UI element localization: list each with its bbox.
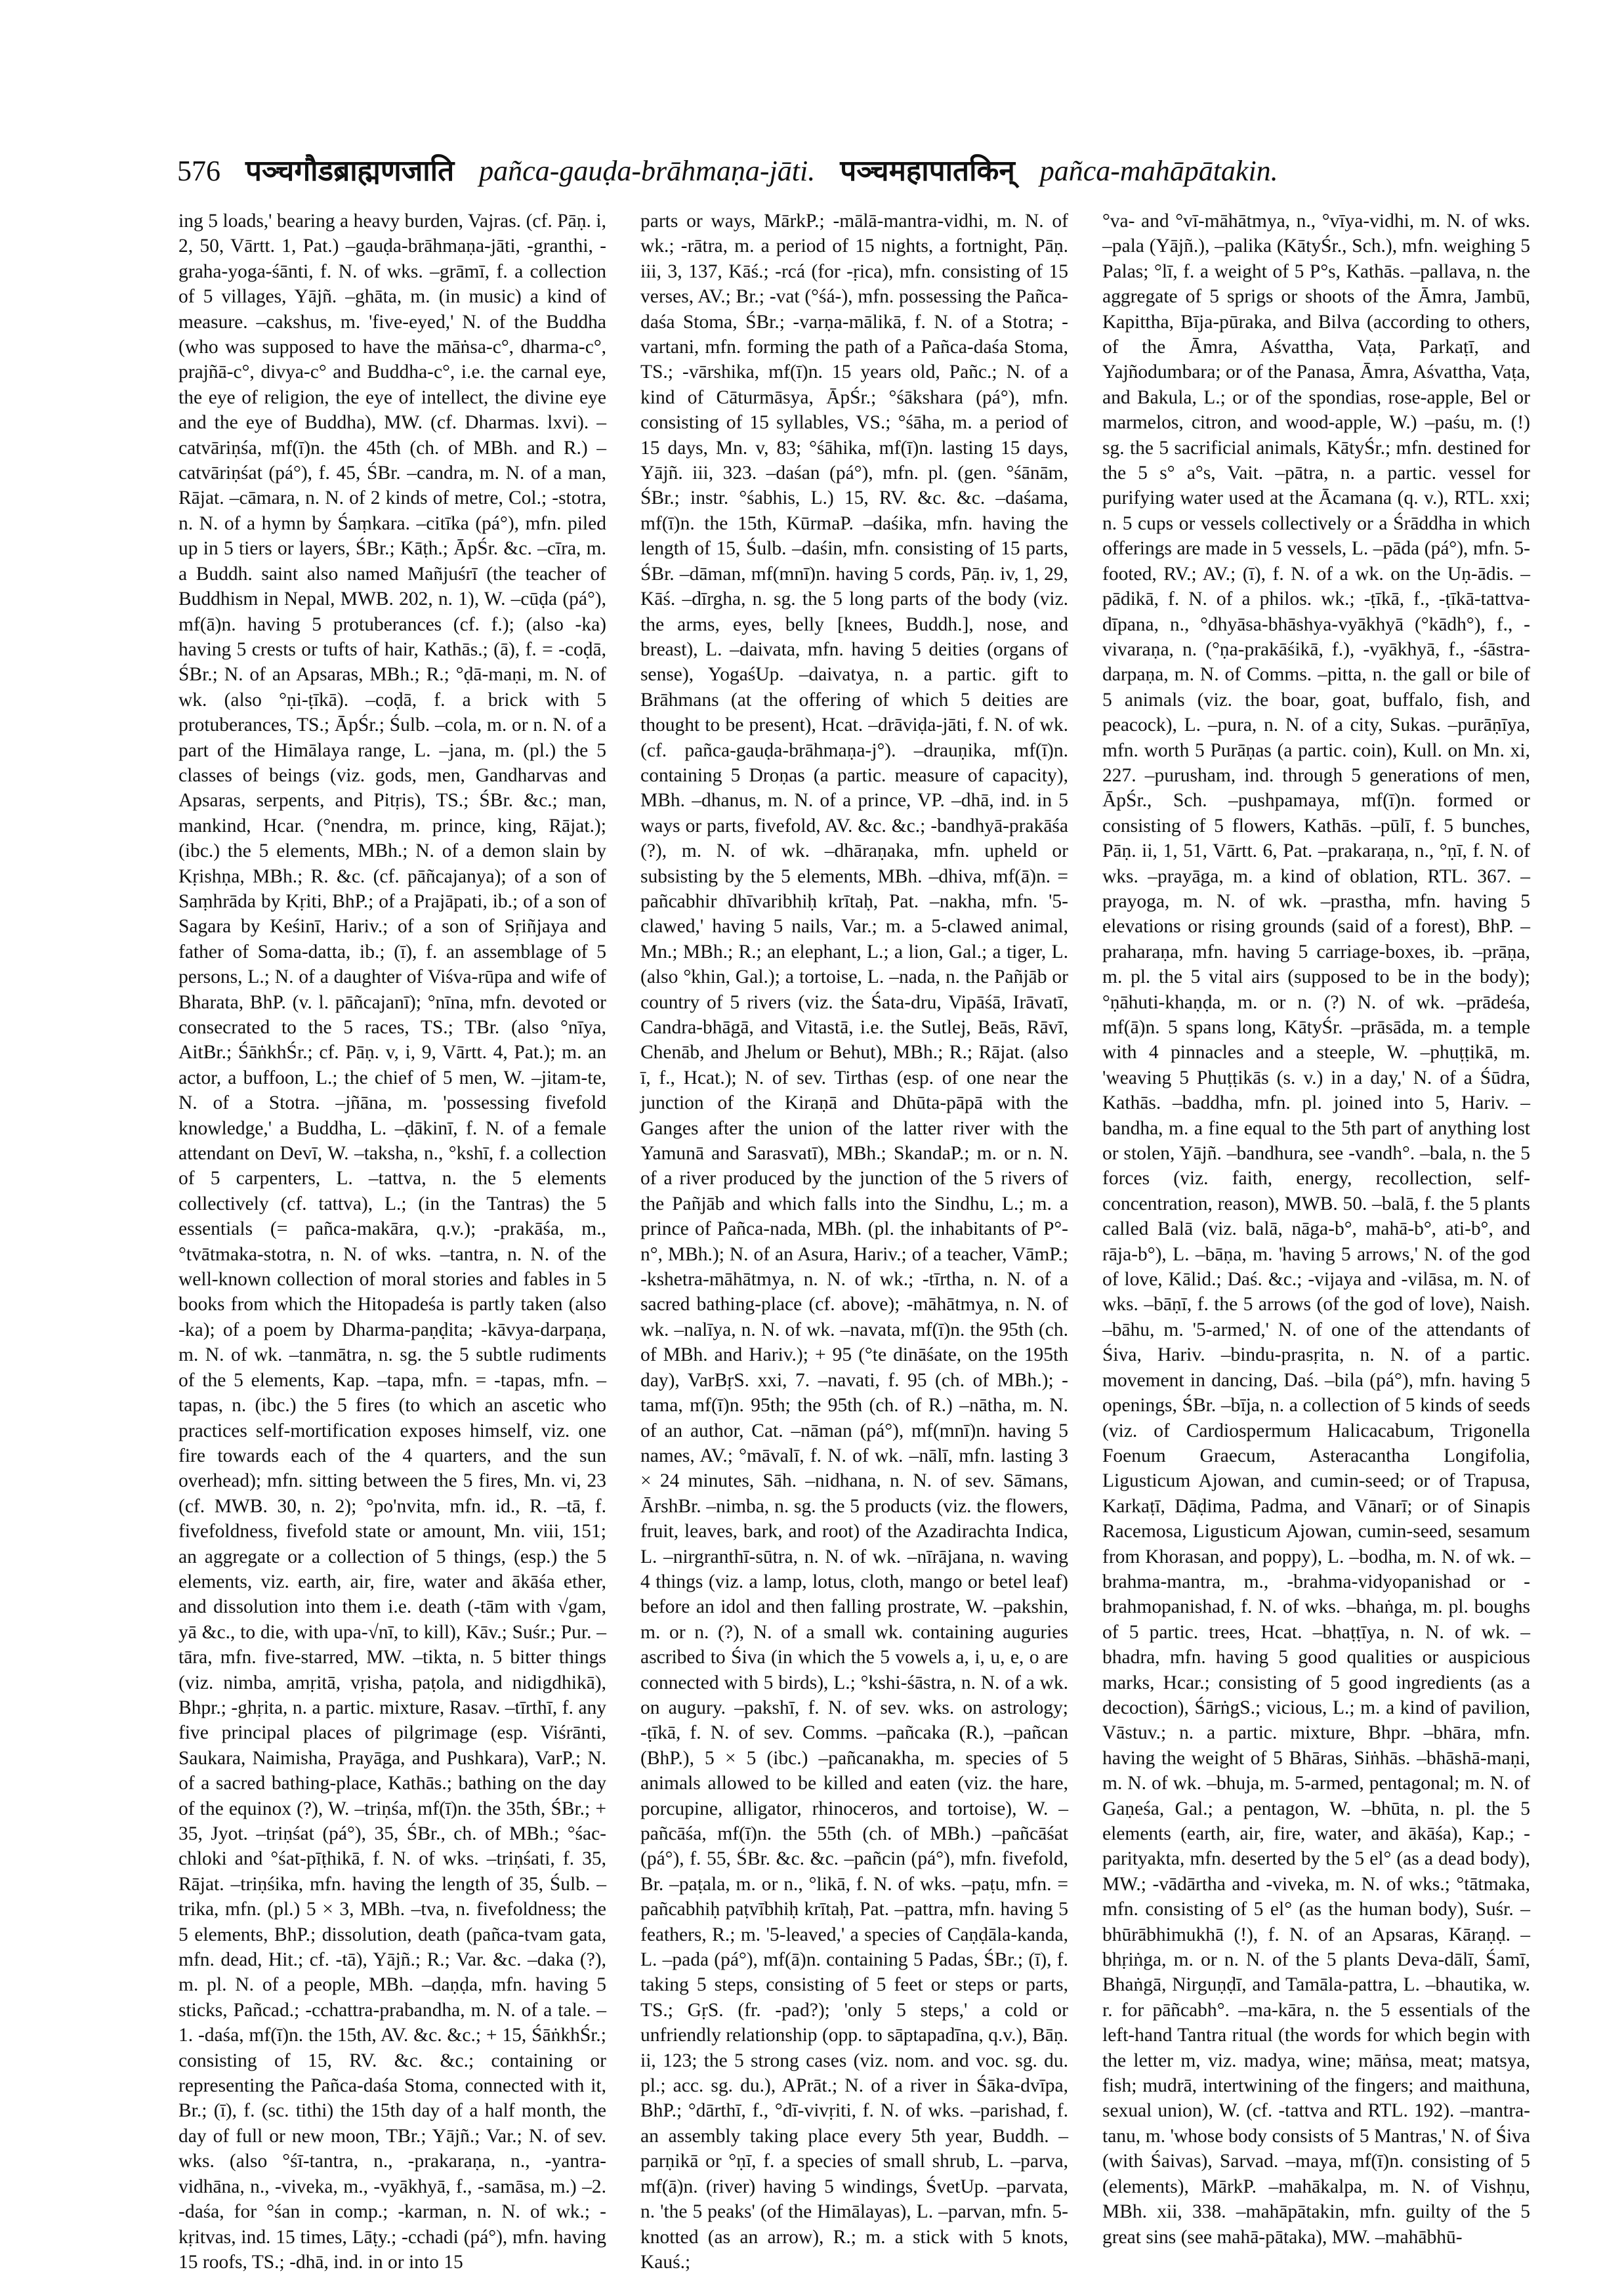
column-left-text: ing 5 loads,' bearing a heavy burden, Vajras. (cf. Pāṇ. i, 2, 50, Vārtt. 1, Pat.) –gauḍa-brāhmaṇa-jāti, -granthi, -graha-yoga-śānti, f. N. of wks. –grāmī, f. a collection of 5 villages, Yājñ. –ghāta, m. (in music) a kind of measure. –cakshus, m. 'five-eyed,' N. of the Buddha (who was supposed to have the māṅsa-c°, dharma-c°, prajñā-c°, divya-c° and Buddha-c°, i.e. the carnal eye, the eye of religion, the eye of intellect, the divine eye and the eye of Buddha), MW. (cf. Dharmas. lxvi). –catvāriṇśa, mf(ī)n. the 45th (ch. of MBh. and R.) –catvāriṇśat (pá°), f. 45, ŚBr. –candra, m. N. of a man, Rājat. –cāmara, n. N. of 2 kinds of metre, Col.; -stotra, n. N. of a hymn by Śaṃkara. –citīka (pá°), mfn. piled up in 5 tiers or layers, ŚBr.; Kāṭh.; ĀpŚr. &c. –cīra, m. a Buddh. saint also named Mañjuśrī (the teacher of Buddhism in Nepal, MWB. 202, n. 1), W. –cūḍa (pá°), mf(ā)n. having 5 protuberances (cf. f.); (also -ka) having 5 crests or tufts of hair, Kathās.; (ā), f. = -coḍā, ŚBr.; N. of an Apsaras, MBh.; R.; °ḍā-maṇi, m. N. of wk. (also °ṇi-ṭīkā). –coḍā, f. a brick with 5 protuberances, TS.; ĀpŚr.; Śulb. –cola, m. or n. N. of a part of the Himālaya range, L. –jana, m. (pl.) the 5 classes of beings (viz. gods, men, Gandharvas and Apsaras, serpents, and Pitṛis), TS.; ŚBr. &c.; man, mankind, Hcar. (°nendra, m. prince, king, Rājat.); (ibc.) the 5 elements, MBh.; N. of a demon slain by Kṛishṇa, MBh.; R. &c. (cf. pāñcajanya); of a son of Saṃhrāda by Kṛiti, BhP.; of a Prajāpati, ib.; of a son of Sagara by Keśinī, Hariv.; of a son of Sṛiñjaya and father of Soma-datta, ib.; (ī), f. an assemblage of 5 persons, L.; N. of a daughter of Viśva-rūpa and wife of Bharata, BhP. (v. l. pāñcajanī); °nīna, mfn. devoted or consecrated to the 5 races, TS.; TBr. (also °nīya, AitBr.; ŚāṅkhŚr.; cf. Pāṇ. v, i, 9, Vārtt. 4, Pat.); m. an actor, a buffoon, L.; the chief of 5 men, W. –jitam-te, N. of a Stotra. –jñāna, m. 'possessing fivefold knowledge,' a Buddha, L. –ḍākinī, f. N. of a female attendant on Devī, W. –taksha, n., °kshī, f. a collection of 5 carpenters, L. –tattva, n. the 5 elements collectively (cf. tattva), L.; (in the Tantras) the 5 essentials (= pañca-makāra, q.v.); -prakāśa, m., °tvātmaka-stotra, n. N. of wks. –tantra, n. N. of the well-known collection of moral stories and fables in 5 books from which the Hitopadeśa is partly taken (also -ka); of a poem by Dharma-paṇḍita; -kāvya-darpaṇa, m. N. of wk. –tanmātra, n. sg. the 5 subtle rudiments of the 5 elements, Kap. –tapa, mfn. = -tapas, mfn. –tapas, n. (ibc.) the 5 fires (to which an ascetic who practices self-mortification exposes himself, viz. one fire towards each of the 4 quarters, and the sun overhead); mfn. sitting between the 5 fires, Mn. vi, 23 (cf. MWB. 30, n. 2); °po'nvita, mfn. id., R. –tā, f. fivefoldness, fivefold state or amount, Mn. viii, 151; an aggregate or a collection of 5 things, (esp.) the 5 elements, viz. earth, air, fire, water and ākāśa ether, and dissolution into them i.e. death (-tām with √gam, yā &c., to die, with upa-√nī, to kill), Kāv.; Suśr.; Pur. –tāra, mfn. five-starred, MW. –tikta, n. 5 bitter things (viz. nimba, amṛitā, vṛisha, paṭola, and nidigdhikā), Bhpr.; -ghṛita, n. a partic. mixture, Rasav. –tīrthī, f. any five principal places of pilgrimage (esp. Viśrānti, Saukara, Naimisha, Prayāga, and Pushkara), VarP.; N. of a sacred bathing-place, Kathās.; bathing on the day of the equinox (?), W. –triṇśa, mf(ī)n. the 35th, ŚBr.; + 35, Jyot. –triṇśat (pá°), 35, ŚBr., ch. of MBh.; °śac-chloki and °śat-pīṭhikā, f. N. of wks. –triṇśati, f. 35, Rājat. –triṇśika, mfn. having the length of 35, Śulb. –trika, mfn. (pl.) 5 × 3, MBh. –tva, n. fivefoldness; the 5 elements, BhP.; dissolution, death (pañca-tvam gata, mfn. dead, Hit.; cf. -tā), Yājñ.; R.; Var. &c. –daka (?), m. pl. N. of a people, MBh. –daṇḍa, mfn. having 5 sticks, Pañcad.; -cchattra-prabandha, m. N. of a tale. –1. -daśa, mf(ī)n. the 15th, AV. &c. &c.; + 15, ŚāṅkhŚr.; consisting of 15, RV. &c. &c.; containing or representing the Pañca-daśa Stoma, connected with it, Br.; (ī), f. (sc. tithi) the 15th day of a half month, the day of full or new moon, TBr.; Yājñ.; Var.; N. of sev. wks. (also °śī-tantra, n., -prakaraṇa, n., -yantra-vidhāna, n., -viveka, m., -vyākhyā, f., -samāsa, m.) –2. -daśa, for °śan in comp.; -karman, n. N. of wk.; -kṛitvas, ind. 15 times, Lāṭy.; -cchadi (pá°), mfn. having 15 roofs, TS.; -dhā, ind. in or into 15 — [178, 211, 606, 2273]
column-middle-text: parts or ways, MārkP.; -mālā-mantra-vidhi, m. N. of wk.; -rātra, m. a period of 15 nights, a fortnight, Pāṇ. iii, 3, 137, Kāś.; -rcá (for -ṛica), mfn. consisting of 15 verses, AV.; Br.; -vat (°śá-), mfn. possessing the Pañca-daśa Stoma, ŚBr.; -varṇa-mālikā, f. N. of a Stotra; -vartani, mfn. forming the path of a Pañca-daśa Stoma, TS.; -vārshika, mf(ī)n. 15 years old, Pañc.; N. of a kind of Cāturmāsya, ĀpŚr.; °śākshara (pá°), mfn. consisting of 15 syllables, VS.; °śāha, m. a period of 15 days, Mn. v, 83; °śāhika, mf(ī)n. lasting 15 days, Yājñ. iii, 323. –daśan (pá°), mfn. pl. (gen. °śānām, ŚBr.; instr. °śabhis, L.) 15, RV. &c. &c. –daśama, mf(ī)n. the 15th, KūrmaP. –daśika, mfn. having the length of 15, Śulb. –daśin, mfn. consisting of 15 parts, ŚBr. –dāman, mf(mnī)n. having 5 cords, Pāṇ. iv, 1, 29, Kāś. –dīrgha, n. sg. the 5 long parts of the body (viz. the arms, eyes, belly [knees, Buddh.], nose, and breast), L. –daivata, mfn. having 5 deities (organs of sense), YogaśUp. –daivatya, n. a partic. gift to Brāhmans (at the offering of which 5 deities are thought to be present), Hcat. –drāviḍa-jāti, f. N. of wk. (cf. pañca-gauḍa-brāhmaṇa-j°). –drauṇika, mf(ī)n. containing 5 Droṇas (a partic. measure of capacity), MBh. –dhanus, m. N. of a prince, VP. –dhā, ind. in 5 ways or parts, fivefold, AV. &c. &c.; -bandhyā-prakāśa (?), m. N. of wk. –dhāraṇaka, mfn. upheld or subsisting by the 5 elements, MBh. –dhiva, mf(ā)n. = pañcabhir dhīvaribhiḥ krītaḥ, Pat. –nakha, mfn. '5-clawed,' having 5 nails, Var.; m. a 5-clawed animal, Mn.; MBh.; R.; an elephant, L.; a lion, Gal.; a tiger, L. (also °khin, Gal.); a tortoise, L. –nada, n. the Pañjāb or country of 5 rivers (viz. the Śata-dru, Vipāśā, Irāvatī, Candra-bhāgā, and Vitastā, i.e. the Sutlej, Beās, Rāvī, Chenāb, and Jhelum or Behut), MBh.; R.; Rājat. (also ī, f., Hcat.); N. of sev. Tirthas (esp. of one near the junction of the Kiraṇā and Dhūta-pāpā with the Ganges after the union of the latter river with the Yamunā and Sarasvatī), MBh.; SkandaP.; m. or n. N. of a river produced by the junction of the 5 rivers of the Pañjāb and which falls into the Sindhu, L.; m. a prince of Pañca-nada, MBh. (pl. the inhabitants of P°-n°, MBh.); N. of an Asura, Hariv.; of a teacher, VāmP.; -kshetra-māhātmya, n. N. of wk.; -tīrtha, n. N. of a sacred bathing-place (cf. above); -māhātmya, n. N. of wk. –nalīya, n. N. of wk. –navata, mf(ī)n. the 95th (ch. of MBh. and Hariv.); + 95 (°te dināśate, on the 195th day), VarBṛS. xxi, 7. –navati, f. 95 (ch. of MBh.); -tama, mf(ī)n. 95th; the 95th (ch. of R.) –nātha, m. N. of an author, Cat. –nāman (pá°), mf(mnī)n. having 5 names, AV.; °māvalī, f. N. of wk. –nālī, mfn. lasting 3 × 24 minutes, Sāh. –nidhana, n. N. of sev. Sāmans, ĀrshBr. –nimba, n. sg. the 5 products (viz. the flowers, fruit, leaves, bark, and root) of the Azadirachta Indica, L. –nirgranthī-sūtra, n. N. of wk. –nīrājana, n. waving 4 things (viz. a lamp, lotus, cloth, mango or betel leaf) before an idol and then falling prostrate, W. –pakshin, m. or n. (?), N. of a small wk. containing auguries ascribed to Śiva (in which the 5 vowels a, i, u, e, o are connected with 5 birds), L.; °kshi-śāstra, n. N. of a wk. on augury. –pakshī, f. N. of sev. wks. on astrology; -ṭīkā, f. N. of sev. Comms. –pañcaka (R.), –pañcan (BhP.), 5 × 5 (ibc.) –pañcanakha, m. species of 5 animals allowed to be killed and eaten (viz. the hare, porcupine, alligator, rhinoceros, and tortoise), W. –pañcāśa, mf(ī)n. the 55th (ch. of MBh.) –pañcāśat (pá°), f. 55, ŚBr. &c. &c. –pañcin (pá°), mfn. fivefold, Br. –paṭala, m. or n., °likā, f. N. of wks. –paṭu, mfn. = pañcabhiḥ paṭvībhiḥ krītaḥ, Pat. –pattra, mfn. having 5 feathers, R.; m. '5-leaved,' a species of Caṇḍāla-kanda, L. –pada (pá°), mf(ā)n. containing 5 Padas, ŚBr.; (ī), f. taking 5 steps, consisting of 5 feet or steps or parts, TS.; GṛS. (fr. -pad?); 'only 5 steps,' a cold or unfriendly relationship (opp. to sāptapadīna, q.v.), Bāṇ. ii, 123; the 5 strong cases (viz. nom. and voc. sg. du. pl.; acc. sg. du.), APrāt.; N. of a river in Śāka-dvīpa, BhP.; °dārthī, f., °dī-vivṛiti, f. N. of wks. –parishad, f. an assembly taking place every 5th year, Buddh. –parṇikā or °ṇī, f. a species of small shrub, L. –parva, mf(ā)n. (river) having 5 windings, ŚvetUp. –parvata, n. 'the 5 peaks' (of the Himālayas), L. –parvan, mfn. 5-knotted (as an arrow), R.; m. a stick with 5 knots, Kauś.; — [640, 211, 1068, 2273]
left-headword-devanagari: पञ्चगौडब्राह्मणजाति — [245, 155, 455, 187]
text-columns — [178, 209, 1530, 2273]
column-left — [178, 209, 606, 2273]
page-number: 576 — [177, 155, 220, 187]
right-headword-devanagari: पञ्चमहापातकिन् — [840, 155, 1015, 187]
column-right-text: °va- and °vī-māhātmya, n., °vīya-vidhi, m. N. of wks. –pala (Yājñ.), –palika (KātyŚr., Sch.), mfn. weighing 5 Palas; °lī, f. a weight of 5 P°s, Kathās. –pallava, n. the aggregate of 5 sprigs or shoots of the Āmra, Jambū, Kapittha, Bīja-pūraka, and Bilva (according to others, of the Āmra, Aśvattha, Vaṭa, Parkaṭī, and Yajñodumbara; or of the Panasa, Āmra, Aśvattha, Vaṭa, and Bakula, L.; or of the spondias, rose-apple, Bel or marmelos, citron, and wood-apple, W.) –paśu, m. (!) sg. the 5 sacrificial animals, KātyŚr.; mfn. destined for the 5 s° a°s, Vait. –pātra, n. a partic. vessel for purifying water used at the Ācamana (q. v.), RTL. xxi; n. 5 cups or vessels collectively or a Śrāddha in which offerings are made in 5 vessels, L. –pāda (pá°), mfn. 5-footed, RV.; AV.; (ī), f. N. of a wk. on the Uṇ-ādis. –pādikā, f. N. of a philos. wk.; -ṭīkā, f., -ṭīkā-tattva-dīpana, n., °dhyāsa-bhāshya-vyākhyā (°kādh°), f., -vivaraṇa, n. (°ṇa-prakāśikā, f.), -vyākhyā, f., -śāstra-darpaṇa, m. N. of Comms. –pitta, n. the gall or bile of 5 animals (viz. the boar, goat, buffalo, fish, and peacock), L. –pura, n. N. of a city, Sukas. –purāṇīya, mfn. worth 5 Purāṇas (a partic. coin), Kull. on Mn. xi, 227. –purusham, ind. through 5 generations of men, ĀpŚr., Sch. –pushpamaya, mf(ī)n. formed or consisting of 5 flowers, Kathās. –pūlī, f. 5 bunches, Pāṇ. ii, 1, 51, Vārtt. 6, Pat. –prakaraṇa, n., °ṇī, f. N. of wks. –prayāga, m. a kind of oblation, RTL. 367. –prayoga, m. N. of wk. –prastha, mfn. having 5 elevations or rising grounds (said of a forest), BhP. –praharaṇa, mfn. having 5 carriage-boxes, ib. –prāṇa, m. pl. the 5 vital airs (supposed to be in the body); °ṇāhuti-khaṇḍa, m. or n. (?) N. of wk. –prādeśa, mf(ā)n. 5 spans long, KātyŚr. –prāsāda, m. a temple with 4 pinnacles and a steeple, W. –phuṭṭikā, m. 'weaving 5 Phuṭṭikās (s. v.) in a day,' N. of a Śūdra, Kathās. –baddha, mfn. pl. joined into 5, Hariv. –bandha, m. a fine equal to the 5th part of anything lost or stolen, Yājñ. –bandhura, see -vandh°. –bala, n. the 5 forces (viz. faith, energy, recollection, self-concentration, reason), MWB. 50. –balā, f. the 5 plants called Balā (viz. balā, nāga-b°, mahā-b°, ati-b°, and rāja-b°), L. –bāṇa, m. 'having 5 arrows,' N. of the god of love, Kālid.; Daś. &c.; -vijaya and -vilāsa, m. N. of wks. –bāṇī, f. the 5 arrows (of the god of love), Naish. –bāhu, m. '5-armed,' N. of one of the attendants of Śiva, Hariv. –bindu-prasṛita, n. N. of a partic. movement in dancing, Daś. –bila (pá°), mfn. having 5 openings, ŚBr. –bīja, n. a collection of 5 kinds of seeds (viz. of Cardiospermum Halicacabum, Trigonella Foenum Graecum, Asteracantha Longifolia, Ligusticum Ajowan, and cumin-seed; or of Trapusa, Karkaṭī, Dāḍima, Padma, and Vānarī; or of Sinapis Racemosa, Ligusticum Ajowan, cumin-seed, sesamum from Khorasan, and poppy), L. –bodha, m. N. of wk. –brahma-mantra, m., -brahma-vidyopanishad or -brahmopanishad, f. N. of wks. –bhaṅga, m. pl. boughs of 5 partic. trees, Hcat. –bhaṭṭīya, n. N. of wk. –bhadra, mfn. having 5 good qualities or auspicious marks, Hcar.; consisting of 5 good ingredients (as a decoction), ŚārṅgS.; vicious, L.; m. a kind of pavilion, Vāstuv.; n. a partic. mixture, Bhpr. –bhāra, mfn. having the weight of 5 Bhāras, Siṅhās. –bhāshā-maṇi, m. N. of wk. –bhuja, m. 5-armed, pentagonal; m. N. of Gaṇeśa, Gal.; a pentagon, W. –bhūta, n. pl. the 5 elements (earth, air, fire, water, and ākāśa), Kap.; -parityakta, mfn. deserted by the 5 el° (as a dead body), MW.; -vādārtha and -viveka, m. N. of wks.; °tātmaka, mfn. consisting of 5 el° (as the human body), Suśr. –bhūrābhimukhā (!), f. N. of an Apsaras, Kāraṇḍ. –bhṛiṅga, m. or n. N. of the 5 plants Deva-dālī, Śamī, Bhaṅgā, Nirguṇḍī, and Tamāla-pattra, L. –bhautika, w. r. for pāñcabh°. –ma-kāra, n. the 5 essentials of the left-hand Tantra ritual (the words for which begin with the letter m, viz. madya, wine; māṅsa, meat; matsya, fish; mudrā, intertwining of the fingers; and maithuna, sexual union), W. (cf. -tattva and RTL. 192). –mantra-tanu, m. 'whose body consists of 5 Mantras,' N. of Śiva (with Śaivas), Sarvad. –maya, mf(ī)n. consisting of 5 (elements), MārkP. –mahākalpa, m. N. of Vishṇu, MBh. xii, 338. –mahāpātakin, mfn. guilty of the 5 great sins (see mahā-pātaka), MW. –mahābhū- — [1102, 211, 1530, 2248]
page-header — [177, 150, 1529, 196]
column-right — [1102, 209, 1530, 2249]
column-middle — [640, 209, 1068, 2273]
right-headword-transliteration: pañca-mahāpātakin. — [1039, 155, 1278, 187]
left-headword-transliteration: pañca-gauḍa-brāhmaṇa-jāti. — [479, 155, 816, 187]
